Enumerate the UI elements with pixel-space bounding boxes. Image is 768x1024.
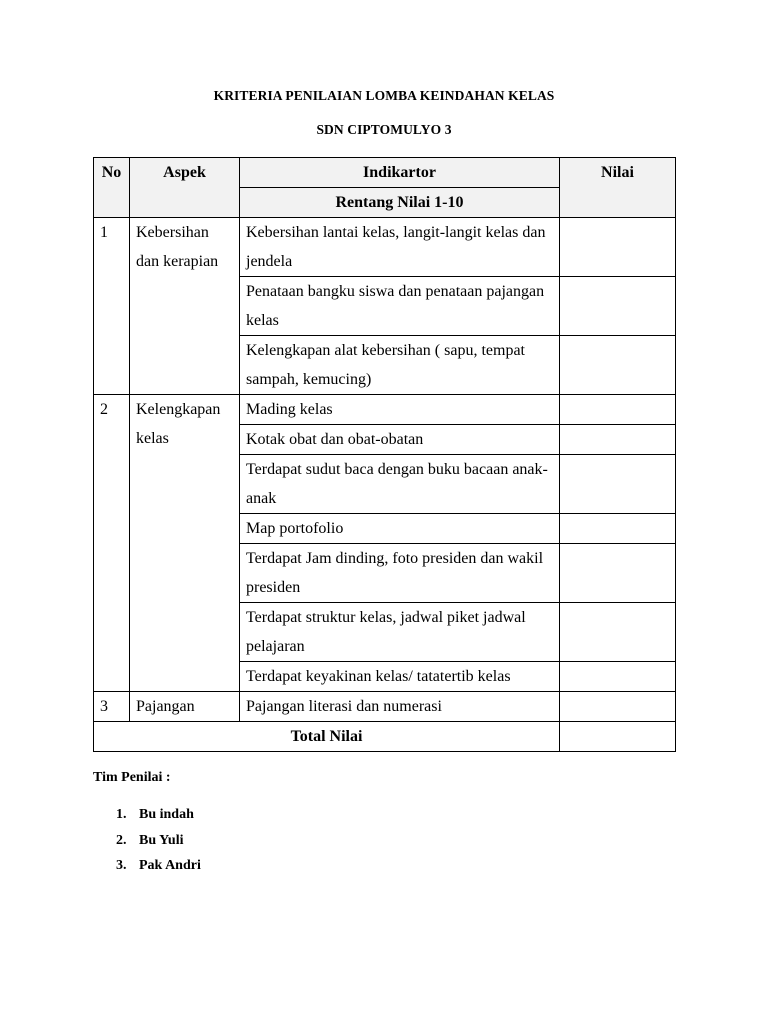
indicator-cell: Terdapat keyakinan kelas/ tatatertib kelas	[240, 662, 560, 692]
score-cell[interactable]	[560, 603, 676, 662]
aspect-cell: Kelengkapan kelas	[130, 395, 240, 692]
team-label: Tim Penilai :	[93, 770, 171, 785]
rubric-body	[94, 218, 676, 722]
indicator-cell: Terdapat Jam dinding, foto presiden dan wakil presiden	[240, 544, 560, 603]
list-item	[116, 831, 201, 857]
row-number: 3	[94, 692, 130, 722]
score-cell[interactable]	[560, 218, 676, 277]
score-cell[interactable]	[560, 692, 676, 722]
indicator-cell: Map portofolio	[240, 514, 560, 544]
aspect-cell: Kebersihan dan kerapian	[130, 218, 240, 395]
list-item	[116, 856, 201, 882]
header-row	[94, 158, 676, 188]
list-item	[116, 805, 201, 831]
total-value-cell[interactable]	[560, 722, 676, 752]
table-row	[94, 395, 676, 425]
row-number: 1	[94, 218, 130, 395]
team-list	[116, 805, 201, 882]
score-cell[interactable]	[560, 395, 676, 425]
member-index: 3.	[116, 858, 127, 873]
score-cell[interactable]	[560, 277, 676, 336]
indicator-cell: Penataan bangku siswa dan penataan pajangan kelas	[240, 277, 560, 336]
member-index: 1.	[116, 807, 127, 822]
member-name: Bu indah	[139, 807, 194, 822]
indicator-cell: Kebersihan lantai kelas, langit-langit kelas dan jendela	[240, 218, 560, 277]
header-aspect: Aspek	[130, 158, 240, 218]
score-cell[interactable]	[560, 544, 676, 603]
aspect-cell: Pajangan	[130, 692, 240, 722]
indicator-cell: Kotak obat dan obat-obatan	[240, 425, 560, 455]
row-number: 2	[94, 395, 130, 692]
total-row	[94, 722, 676, 752]
score-cell[interactable]	[560, 662, 676, 692]
indicator-cell: Terdapat struktur kelas, jadwal piket jadwal pelajaran	[240, 603, 560, 662]
indicator-cell: Kelengkapan alat kebersihan ( sapu, tempat sampah, kemucing)	[240, 336, 560, 395]
rubric-table	[93, 157, 676, 752]
document-title: KRITERIA PENILAIAN LOMBA KEINDAHAN KELAS	[213, 88, 555, 103]
total-label: Total Nilai	[94, 722, 560, 752]
header-no: No	[94, 158, 130, 218]
member-name: Pak Andri	[139, 858, 201, 873]
score-cell[interactable]	[560, 455, 676, 514]
indicator-cell: Terdapat sudut baca dengan buku bacaan anak-anak	[240, 455, 560, 514]
member-index: 2.	[116, 832, 127, 848]
score-cell[interactable]	[560, 336, 676, 395]
table-row	[94, 218, 676, 277]
header-indicator: Indikartor	[240, 158, 560, 188]
member-name: Bu Yuli	[139, 832, 184, 848]
table-row	[94, 692, 676, 722]
indicator-cell: Mading kelas	[240, 395, 560, 425]
indicator-cell: Pajangan literasi dan numerasi	[240, 692, 560, 722]
score-cell[interactable]	[560, 425, 676, 455]
document-subtitle: SDN CIPTOMULYO 3	[316, 122, 452, 137]
header-range: Rentang Nilai 1-10	[240, 188, 560, 218]
header-score: Nilai	[560, 158, 676, 218]
score-cell[interactable]	[560, 514, 676, 544]
